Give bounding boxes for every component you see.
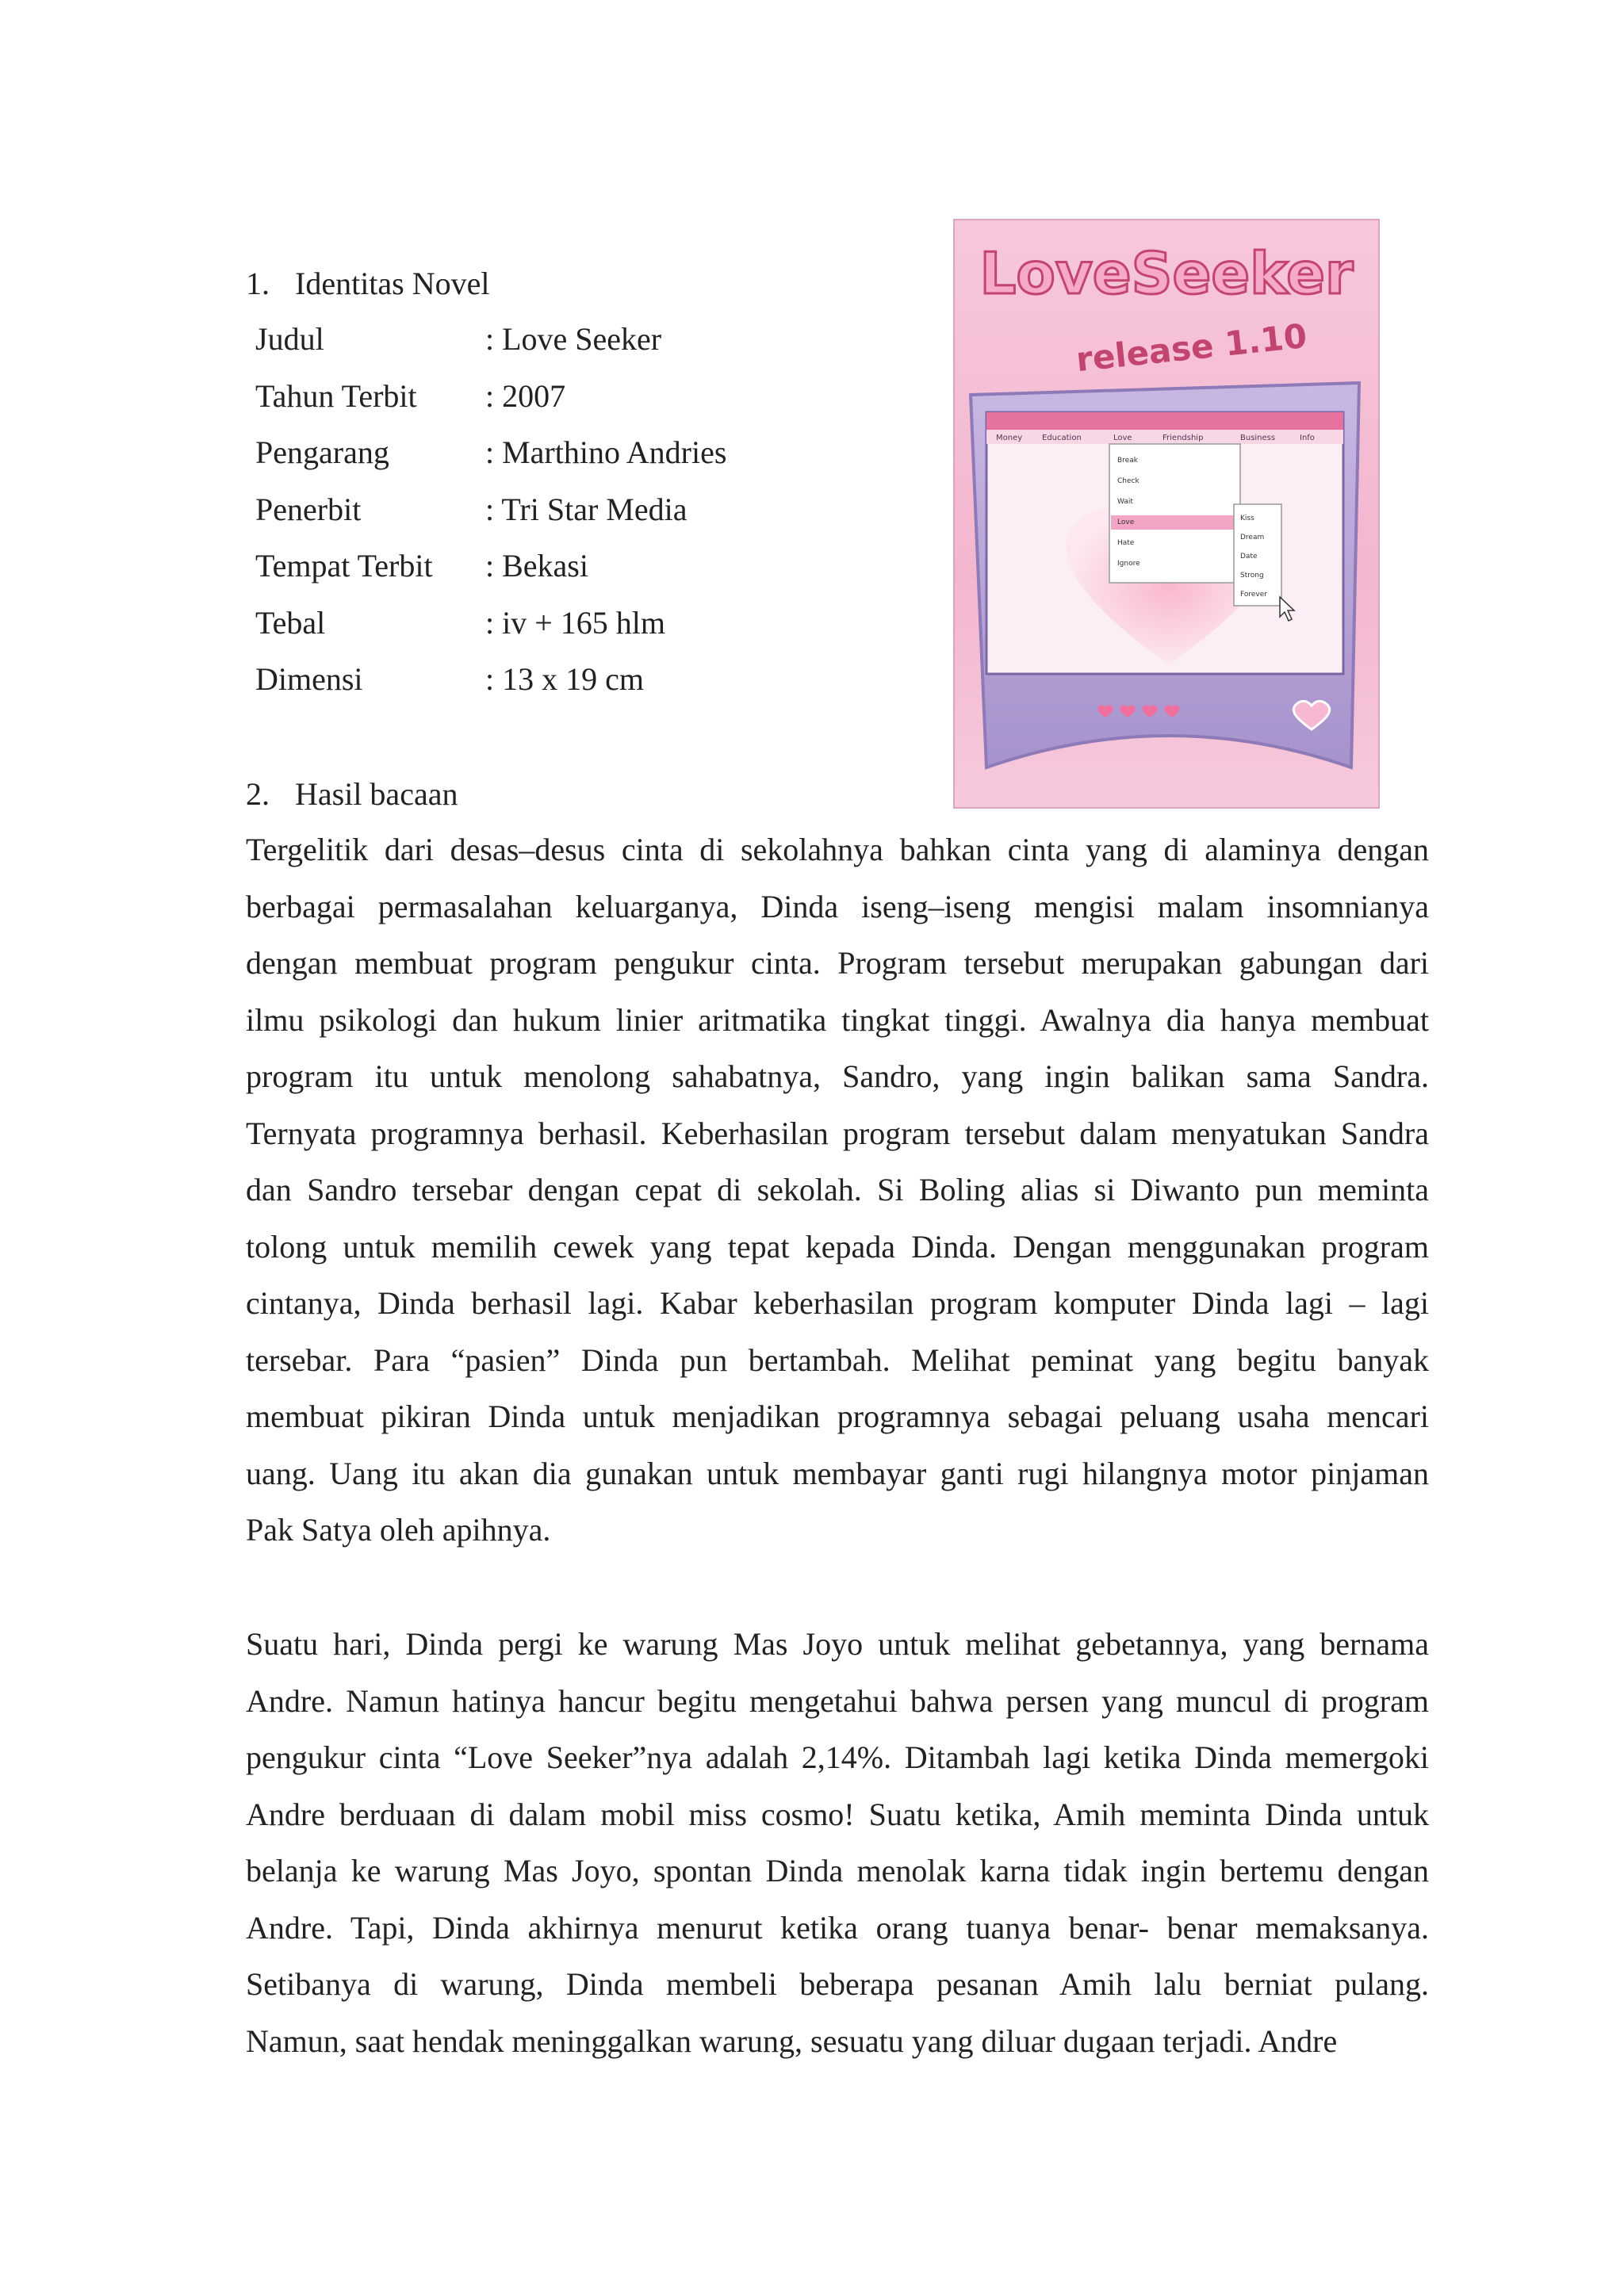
text-line: Suatu hari, Dinda pergi ke warung Mas Joyo untuk melihat gebetannya, yang bernama: [246, 1626, 1429, 1662]
cover-menu-item: Money: [996, 434, 1023, 442]
cover-submenu-item: Kiss: [1240, 515, 1254, 522]
text-line: uang. Uang itu akan dia gunakan untuk membayar ganti rugi hilangnya motor pinjaman: [246, 1455, 1429, 1491]
text-line: program itu untuk menolong sahabatnya, Sandro, yang ingin balikan sama Sandra.: [246, 1058, 1429, 1094]
identity-table: [255, 320, 726, 718]
section-1-heading: [246, 265, 490, 303]
cover-subtitle: release 1.10: [1074, 316, 1309, 380]
identity-label: Penerbit: [255, 491, 362, 527]
cover-submenu-item: Strong: [1240, 572, 1264, 580]
identity-row: [255, 320, 726, 377]
section-2-heading: [246, 775, 458, 813]
cover-submenu-item: Forever: [1240, 591, 1267, 599]
identity-row: [255, 491, 726, 548]
section-2-title: Hasil bacaan: [295, 776, 458, 812]
cover-menu-item: Business: [1240, 434, 1276, 442]
cover-menu-item: Info: [1300, 434, 1315, 442]
cover-dropdown-item: Wait: [1117, 498, 1133, 506]
text-line: tolong untuk memilih cewek yang tepat kepada Dinda. Dengan menggunakan program: [246, 1228, 1429, 1265]
identity-value: : Tri Star Media: [485, 491, 688, 527]
text-line: Tergelitik dari desas–desus cinta di sekolahnya bahkan cinta yang di alaminya dengan: [246, 832, 1429, 867]
text-line: tersebar. Para “pasien” Dinda pun bertambah. Melihat peminat yang begitu banyak: [246, 1341, 1429, 1378]
identity-label: Tebal: [255, 604, 326, 641]
cover-menu-item: Education: [1042, 434, 1082, 442]
text-line: Pak Satya oleh apihnya.: [246, 1512, 551, 1548]
text-line: belanja ke warung Mas Joyo, spontan Dinda menolak karna tidak ingin bertemu dengan: [246, 1853, 1429, 1888]
summary-paragraph-2: [246, 1616, 1429, 2069]
cover-submenu-item: Dream: [1240, 534, 1265, 541]
text-line: ilmu psikologi dan hukum linier aritmatika tingkat tinggi. Awalnya dia hanya membuat: [246, 1001, 1429, 1038]
section-1-number: 1.: [246, 266, 270, 301]
window-title-bar: [986, 412, 1343, 430]
cover-dropdown-item: Love: [1117, 519, 1135, 526]
identity-value: : Love Seeker: [485, 321, 662, 357]
identity-label: Tahun Terbit: [255, 377, 417, 414]
text-line: Andre berduaan di dalam mobil miss cosmo! Suatu ketika, Amih meminta Dinda untuk: [246, 1796, 1429, 1832]
identity-label: Pengarang: [255, 434, 389, 470]
text-line: berbagai permasalahan keluarganya, Dinda iseng–iseng mengisi malam insomnianya: [246, 888, 1429, 924]
cover-dropdown-item: Hate: [1117, 539, 1135, 547]
text-line: Namun, saat hendak meninggalkan warung, sesuatu yang diluar dugaan terjadi. Andre: [246, 2022, 1338, 2059]
identity-value: : Marthino Andries: [485, 434, 727, 470]
identity-row: [255, 434, 726, 491]
cover-menu-item: Friendship: [1162, 434, 1204, 442]
identity-label: Tempat Terbit: [255, 548, 433, 584]
text-line: cintanya, Dinda berhasil lagi. Kabar keberhasilan program komputer Dinda lagi – lagi: [246, 1285, 1429, 1321]
cover-menu-item: Love: [1113, 434, 1132, 442]
text-line: dan Sandro tersebar dengan cepat di sekolah. Si Boling alias si Diwanto pun meminta: [246, 1172, 1429, 1207]
cover-dropdown-item: Check: [1117, 477, 1139, 485]
section-2-number: 2.: [246, 776, 270, 812]
cover-dropdown-item: Ignore: [1117, 560, 1140, 568]
identity-value: : 13 x 19 cm: [485, 661, 644, 697]
cover-dropdown-item: Break: [1117, 457, 1138, 465]
text-line: pengukur cinta “Love Seeker”nya adalah 2,14%. Ditambah lagi ketika Dinda memergoki: [246, 1739, 1429, 1775]
cover-submenu-item: Date: [1240, 553, 1258, 561]
identity-label: Judul: [255, 321, 324, 357]
book-cover-illustration: [955, 220, 1378, 807]
text-line: membuat pikiran Dinda untuk menjadikan programnya sebagai peluang usaha mencari: [246, 1399, 1429, 1434]
identity-value: : Bekasi: [485, 548, 588, 584]
text-line: Andre. Namun hatinya hancur begitu mengetahui bahwa persen yang muncul di program: [246, 1682, 1429, 1719]
identity-row: [255, 604, 726, 661]
text-line: Setibanya di warung, Dinda membeli beberapa pesanan Amih lalu berniat pulang.: [246, 1966, 1429, 2002]
identity-row: [255, 660, 726, 718]
cover-title: LoveSeeker: [979, 240, 1354, 307]
identity-row: [255, 377, 726, 434]
section-1-title: Identitas Novel: [295, 266, 490, 301]
book-cover-image: [953, 219, 1380, 809]
text-line: dengan membuat program pengukur cinta. Program tersebut merupakan gabungan dari: [246, 945, 1429, 981]
identity-label: Dimensi: [255, 661, 363, 697]
text-line: Andre. Tapi, Dinda akhirnya menurut ketika orang tuanya benar- benar memaksanya.: [246, 1909, 1429, 1946]
text-line: Ternyata programnya berhasil. Keberhasilan program tersebut dalam menyatukan Sandra: [246, 1115, 1429, 1151]
identity-value: : iv + 165 hlm: [485, 604, 666, 641]
identity-value: : 2007: [485, 377, 566, 414]
summary-paragraph-1: [246, 821, 1429, 1559]
identity-row: [255, 547, 726, 604]
